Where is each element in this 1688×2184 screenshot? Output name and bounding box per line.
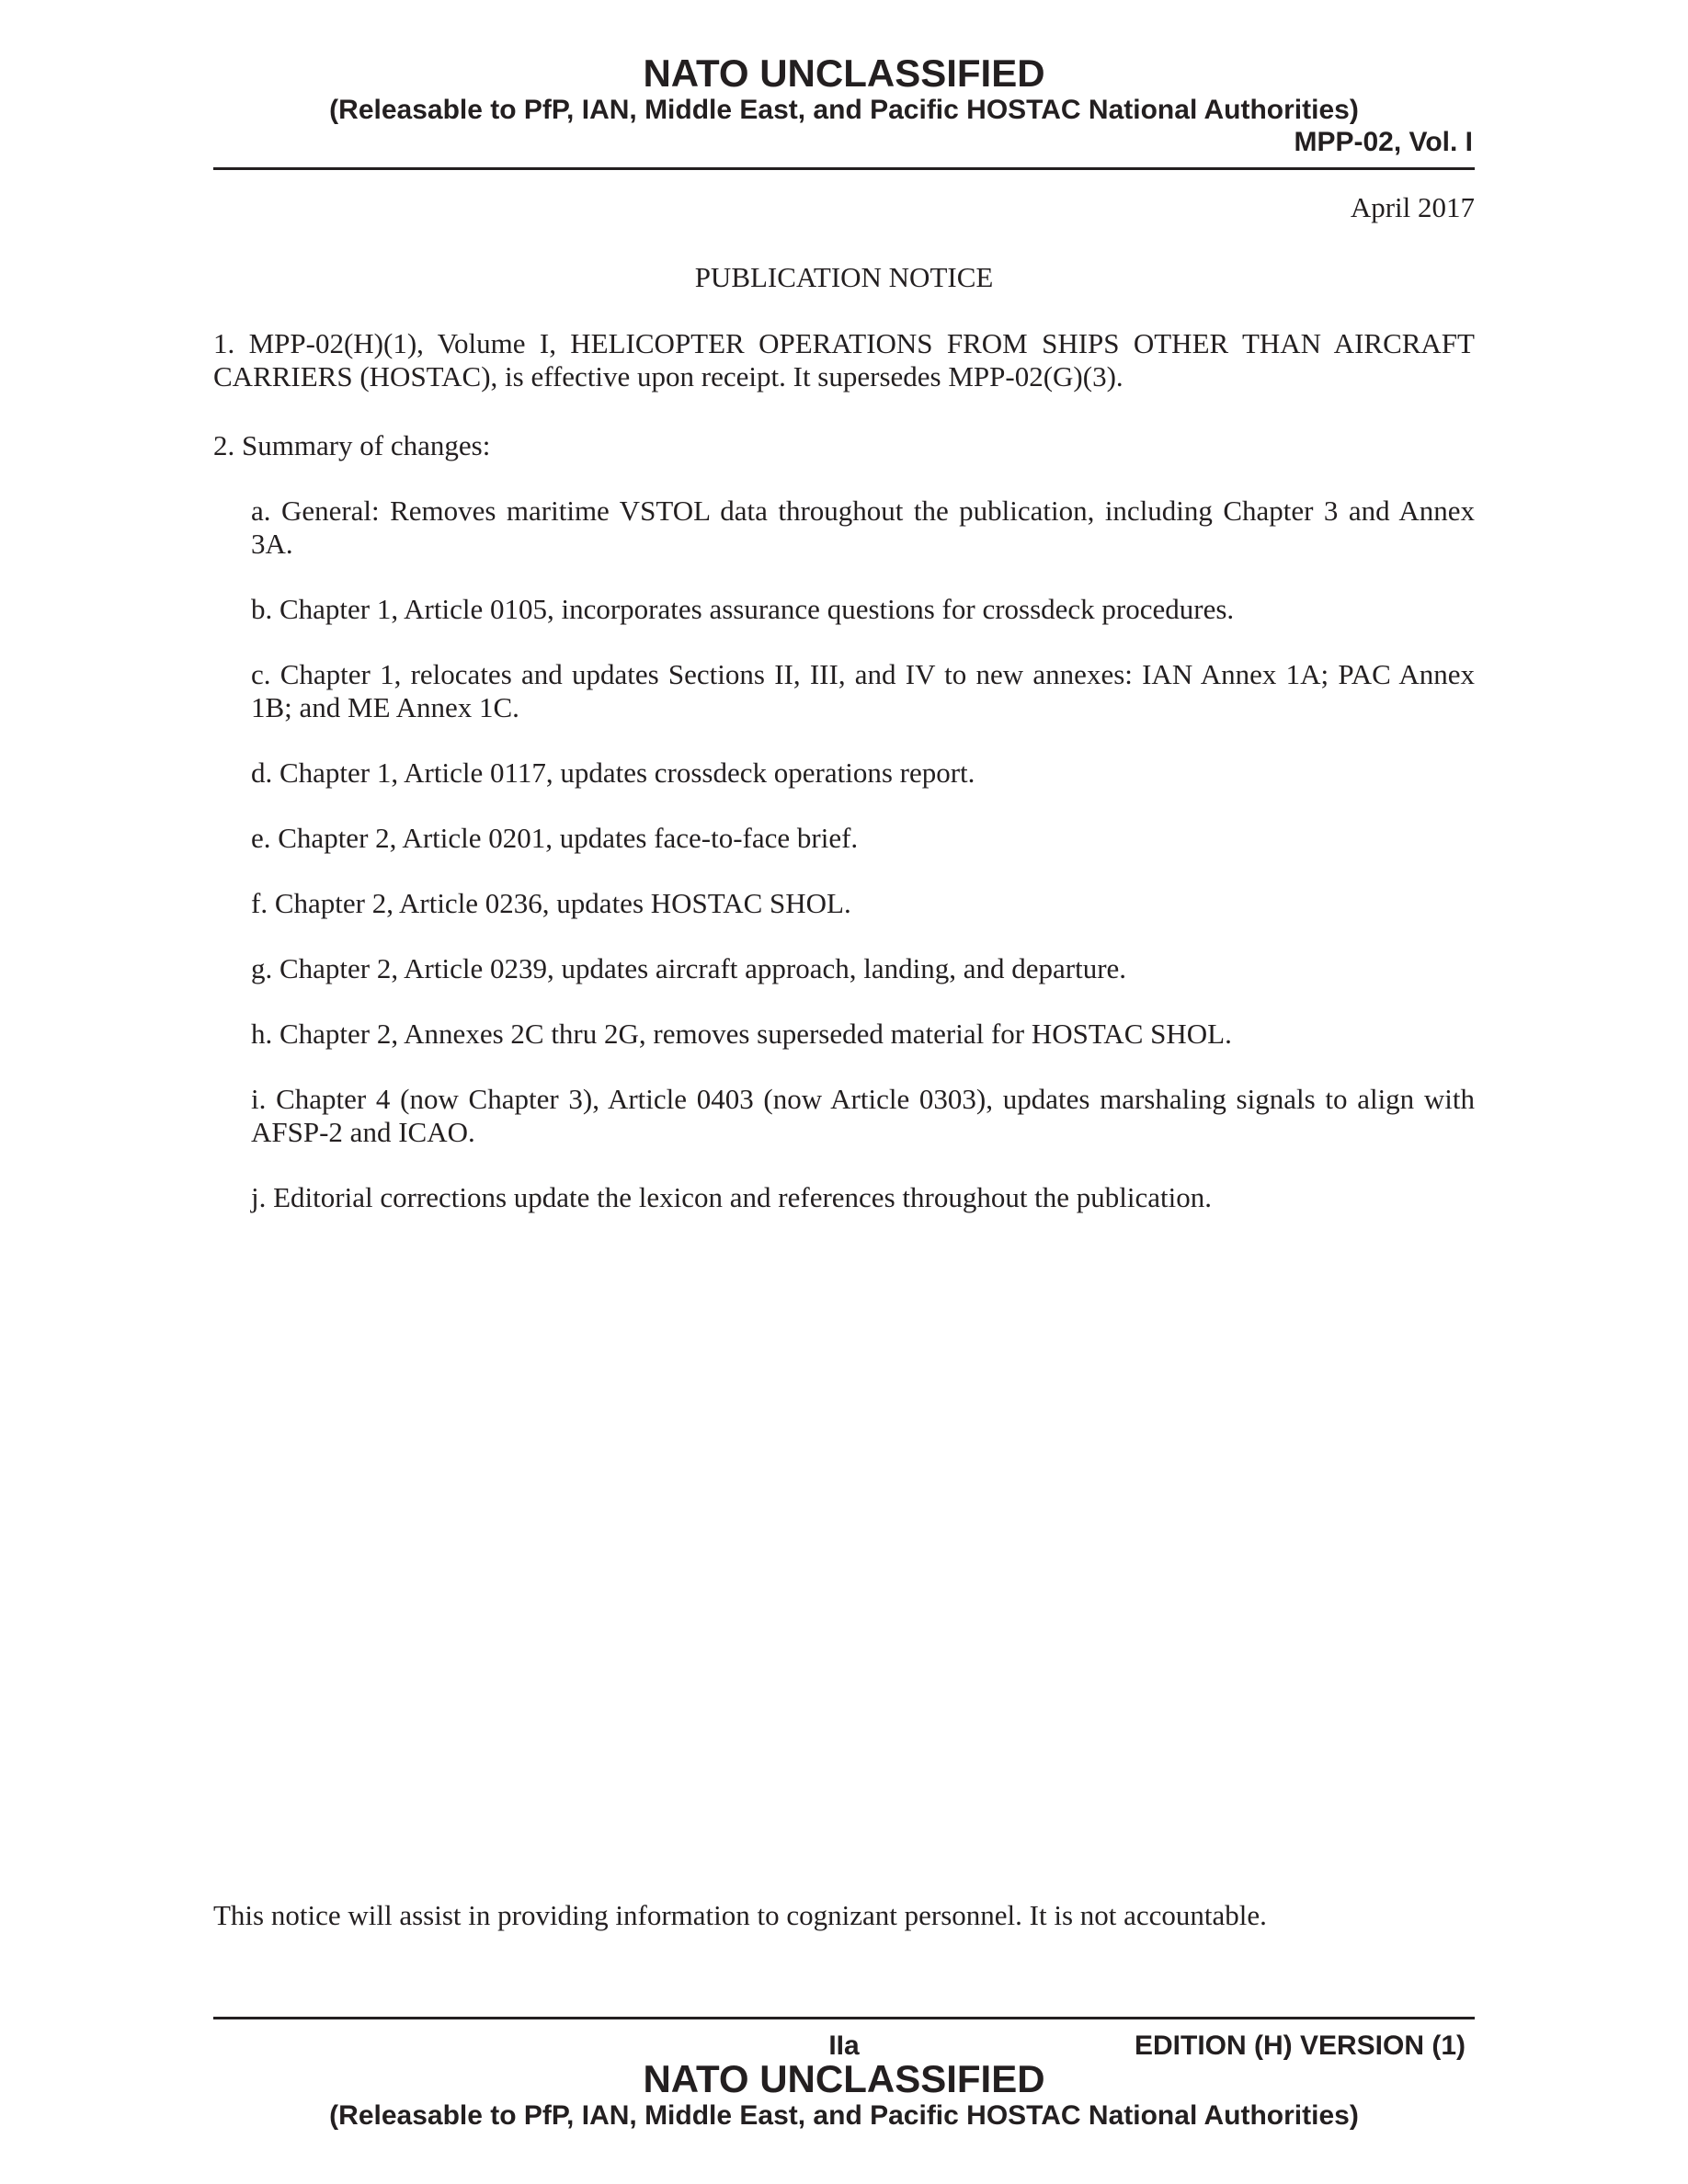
accountability-note: This notice will assist in providing information to cognizant personnel. It is not accountable. — [213, 1899, 1267, 1931]
change-item-e: e. Chapter 2, Article 0201, updates face-to-face brief. — [251, 822, 859, 854]
change-item-g: g. Chapter 2, Article 0239, updates aircraft approach, landing, and departure. — [251, 952, 1127, 984]
paragraph-summary-heading: 2. Summary of changes: — [213, 429, 491, 461]
footer-divider — [213, 2017, 1475, 2019]
header-classification: NATO UNCLASSIFIED — [643, 51, 1045, 95]
change-item-f: f. Chapter 2, Article 0236, updates HOSTAC SHOL. — [251, 887, 851, 919]
change-item-j: j. Editorial corrections update the lexicon and references throughout the publication. — [251, 1181, 1213, 1213]
change-item-a: a. General: Removes maritime VSTOL data throughout the publication, including Chapter 3 and Annex 3A. — [251, 495, 1475, 560]
edition-label: EDITION (H) VERSION (1) — [1134, 2030, 1466, 2061]
paragraph-effective: 1. MPP-02(H)(1), Volume I, HELICOPTER OPERATIONS FROM SHIPS OTHER THAN AIRCRAFT CARRIERS (HOSTAC), is effective upon receipt. It supersedes MPP-02(G)(3). — [213, 327, 1475, 392]
publication-date: April 2017 — [1350, 191, 1475, 223]
header-releasability: (Releasable to PfP, IAN, Middle East, and Pacific HOSTAC National Authorities) — [329, 95, 1359, 125]
header-divider — [213, 167, 1475, 170]
document-id: MPP-02, Vol. I — [1294, 127, 1473, 157]
page-number: IIa — [828, 2030, 860, 2061]
change-item-i: i. Chapter 4 (now Chapter 3), Article 0403 (now Article 0303), updates marshaling signals to align with AFSP-2 and ICAO. — [251, 1083, 1475, 1148]
footer-releasability: (Releasable to PfP, IAN, Middle East, and Pacific HOSTAC National Authorities) — [329, 2100, 1359, 2131]
change-item-c: c. Chapter 1, relocates and updates Sections II, III, and IV to new annexes: IAN Annex 1A; PAC Annex 1B; and ME Annex 1C. — [251, 658, 1475, 723]
change-item-b: b. Chapter 1, Article 0105, incorporates assurance questions for crossdeck procedures. — [251, 593, 1235, 625]
footer-classification: NATO UNCLASSIFIED — [643, 2057, 1045, 2100]
changes-list — [251, 495, 1475, 1246]
change-item-d: d. Chapter 1, Article 0117, updates crossdeck operations report. — [251, 756, 975, 789]
notice-title: PUBLICATION NOTICE — [694, 261, 994, 293]
change-item-h: h. Chapter 2, Annexes 2C thru 2G, removes superseded material for HOSTAC SHOL. — [251, 1018, 1232, 1050]
